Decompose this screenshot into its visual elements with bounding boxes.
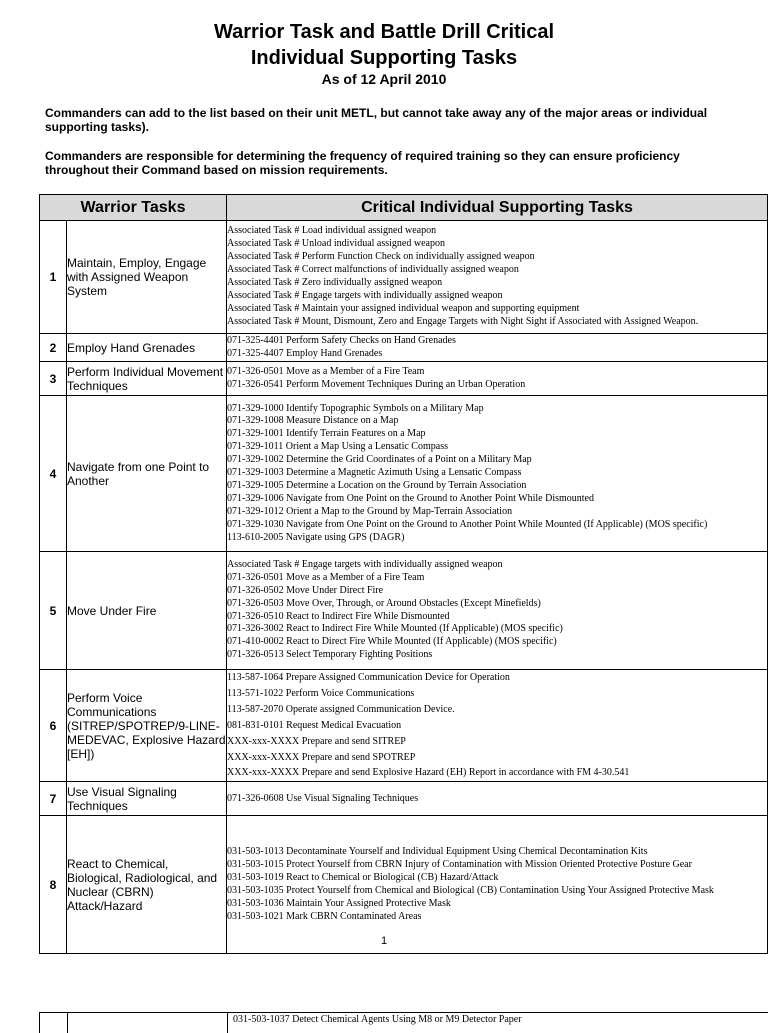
- supporting-tasks-cell: [227, 552, 768, 670]
- supporting-tasks-cell: [227, 816, 768, 954]
- warrior-task-name: React to Chemical, Biological, Radiological, and Nuclear (CBRN) Attack/Hazard: [67, 816, 227, 954]
- supporting-tasks-cell: [227, 782, 768, 816]
- supporting-task-item: 071-329-1030 Navigate from One Point on the Ground to Another Point While Mounted (If Applicable) (MOS specific): [227, 518, 708, 530]
- task-number: 5: [40, 552, 67, 670]
- supporting-task-item: 071-326-0501 Move as a Member of a Fire Team: [227, 365, 425, 377]
- supporting-task-item: 071-326-0608 Use Visual Signaling Techniques: [227, 793, 419, 805]
- supporting-task-item: 031-503-1035 Protect Yourself from Chemical and Biological (CB) Contamination Using Your Assigned Protective Mask: [227, 884, 714, 896]
- supporting-task-item: Associated Task # Unload individual assigned weapon: [227, 238, 445, 250]
- intro-paragraph-1: Commanders can add to the list based on their unit METL, but cannot take away any of the major areas or individual supporting tasks).: [45, 106, 708, 134]
- table-row: [40, 362, 768, 396]
- supporting-task-item: 071-326-0502 Move Under Direct Fire: [227, 584, 384, 596]
- supporting-task-item: XXX-xxx-XXXX Prepare and send SPOTREP: [227, 751, 416, 763]
- supporting-task-item: 071-329-1011 Orient a Map Using a Lensatic Compass: [227, 441, 448, 453]
- warrior-tasks-table: [39, 194, 768, 954]
- supporting-task-item: Associated Task # Load individual assigned weapon: [227, 225, 437, 237]
- supporting-task-item: XXX-xxx-XXXX Prepare and send Explosive Hazard (EH) Report in accordance with FM 4-30.541: [227, 767, 630, 779]
- supporting-tasks-cell: [227, 362, 768, 396]
- supporting-task-item: 031-503-1013 Decontaminate Yourself and Individual Equipment Using Chemical Decontamination Kits: [227, 846, 648, 858]
- supporting-task-item: Associated Task # Maintain your assigned individual weapon and supporting equipment: [227, 302, 580, 314]
- intro-paragraph-2: Commanders are responsible for determining the frequency of required training so they can ensure proficiency throughout their Command based on mission requirements.: [45, 149, 680, 177]
- as-of-date: As of 12 April 2010: [321, 71, 447, 87]
- task-number: 7: [40, 782, 67, 816]
- warrior-task-name: Perform Individual Movement Techniques: [67, 362, 227, 396]
- task-number: 6: [40, 670, 67, 782]
- page-number: 1: [380, 935, 388, 947]
- task-number: 1: [40, 221, 67, 334]
- task-number: 3: [40, 362, 67, 396]
- task-number: 2: [40, 334, 67, 362]
- supporting-task-item: 071-326-0503 Move Over, Through, or Around Obstacles (Except Minefields): [227, 597, 541, 609]
- warrior-task-name: Maintain, Employ, Engage with Assigned Weapon System: [67, 221, 227, 334]
- supporting-task-item: 071-329-1012 Orient a Map to the Ground by Map-Terrain Association: [227, 505, 513, 517]
- supporting-task-item: 071-326-3002 React to Indirect Fire While Mounted (If Applicable) (MOS specific): [227, 623, 563, 635]
- next-page-first-line: 031-503-1037 Detect Chemical Agents Using M8 or M9 Detector Paper: [233, 1014, 522, 1025]
- supporting-task-item: 071-329-1000 Identify Topographic Symbols on a Military Map: [227, 402, 484, 414]
- supporting-task-item: 081-831-0101 Request Medical Evacuation: [227, 719, 402, 731]
- table-row: [40, 396, 768, 552]
- table-row: [40, 334, 768, 362]
- next-page-table-fragment: [39, 1012, 768, 1033]
- warrior-task-name: Employ Hand Grenades: [67, 334, 227, 362]
- supporting-task-item: XXX-xxx-XXXX Prepare and send SITREP: [227, 735, 406, 747]
- table-row: [40, 552, 768, 670]
- column-divider: [67, 1013, 68, 1033]
- document-title-line2: Individual Supporting Tasks: [250, 47, 518, 69]
- header-critical-tasks: Critical Individual Supporting Tasks: [227, 195, 768, 221]
- supporting-tasks-cell: [227, 221, 768, 334]
- supporting-task-item: Associated Task # Perform Function Check on individually assigned weapon: [227, 251, 535, 263]
- supporting-task-item: 071-326-0501 Move as a Member of a Fire Team: [227, 571, 425, 583]
- supporting-task-item: 071-329-1005 Determine a Location on the Ground by Terrain Association: [227, 479, 527, 491]
- warrior-task-name: Perform Voice Communications (SITREP/SPOTREP/9-LINE-MEDEVAC, Explosive Hazard [EH]): [67, 670, 227, 782]
- supporting-task-item: 031-503-1036 Maintain Your Assigned Protective Mask: [227, 897, 451, 909]
- supporting-task-item: 113-571-1022 Perform Voice Communications: [227, 687, 415, 699]
- task-number: 4: [40, 396, 67, 552]
- table-row: [40, 782, 768, 816]
- supporting-task-item: 113-610-2005 Navigate using GPS (DAGR): [227, 531, 405, 543]
- table-body: [40, 221, 768, 954]
- header-warrior-tasks: Warrior Tasks: [40, 195, 227, 221]
- supporting-task-item: 071-329-1002 Determine the Grid Coordinates of a Point on a Military Map: [227, 454, 532, 466]
- table-header-row: [40, 195, 768, 221]
- table-row: [40, 816, 768, 954]
- supporting-task-item: 031-503-1021 Mark CBRN Contaminated Areas: [227, 910, 422, 922]
- supporting-task-item: 031-503-1019 React to Chemical or Biological (CB) Hazard/Attack: [227, 871, 499, 883]
- supporting-task-item: Associated Task # Mount, Dismount, Zero and Engage Targets with Night Sight if Associated with Assigned Weapon.: [227, 315, 699, 327]
- supporting-tasks-cell: [227, 334, 768, 362]
- supporting-task-item: Associated Task # Zero individually assigned weapon: [227, 277, 443, 288]
- table-row: [40, 221, 768, 334]
- supporting-task-item: 071-329-1006 Navigate from One Point on the Ground to Another Point While Dismounted: [227, 492, 594, 504]
- supporting-task-item: 071-329-1003 Determine a Magnetic Azimuth Using a Lensatic Compass: [227, 467, 522, 479]
- supporting-tasks-cell: [227, 396, 768, 552]
- supporting-task-item: 113-587-2070 Operate assigned Communication Device.: [227, 703, 455, 715]
- supporting-task-item: 071-326-0541 Perform Movement Techniques During an Urban Operation: [227, 378, 526, 390]
- supporting-task-item: 113-587-1064 Prepare Assigned Communication Device for Operation: [227, 672, 510, 683]
- supporting-task-item: 071-329-1001 Identify Terrain Features on a Map: [227, 428, 426, 440]
- warrior-task-name: Use Visual Signaling Techniques: [67, 782, 227, 816]
- supporting-task-item: Associated Task # Engage targets with individually assigned weapon: [227, 289, 503, 301]
- warrior-task-name: Move Under Fire: [67, 552, 227, 670]
- supporting-tasks-cell: [227, 670, 768, 782]
- supporting-task-item: Associated Task # Correct malfunctions of individually assigned weapon: [227, 264, 519, 276]
- table-row: [40, 670, 768, 782]
- supporting-task-item: Associated Task # Engage targets with individually assigned weapon: [227, 558, 503, 570]
- supporting-task-item: 071-326-0513 Select Temporary Fighting Positions: [227, 649, 433, 661]
- warrior-task-name: Navigate from one Point to Another: [67, 396, 227, 552]
- supporting-task-item: 031-503-1015 Protect Yourself from CBRN Injury of Contamination with Mission Oriented Protective Posture Gear: [227, 859, 692, 871]
- task-number: 8: [40, 816, 67, 954]
- supporting-task-item: 071-325-4407 Employ Hand Grenades: [227, 347, 383, 359]
- supporting-task-item: 071-326-0510 React to Indirect Fire While Dismounted: [227, 610, 450, 622]
- document-title-line1: Warrior Task and Battle Drill Critical: [213, 21, 555, 43]
- supporting-task-item: 071-329-1008 Measure Distance on a Map: [227, 415, 399, 427]
- supporting-task-item: 071-325-4401 Perform Safety Checks on Hand Grenades: [227, 334, 456, 346]
- supporting-task-item: 071-410-0002 React to Direct Fire While Mounted (If Applicable) (MOS specific): [227, 636, 557, 648]
- column-divider: [227, 1013, 228, 1033]
